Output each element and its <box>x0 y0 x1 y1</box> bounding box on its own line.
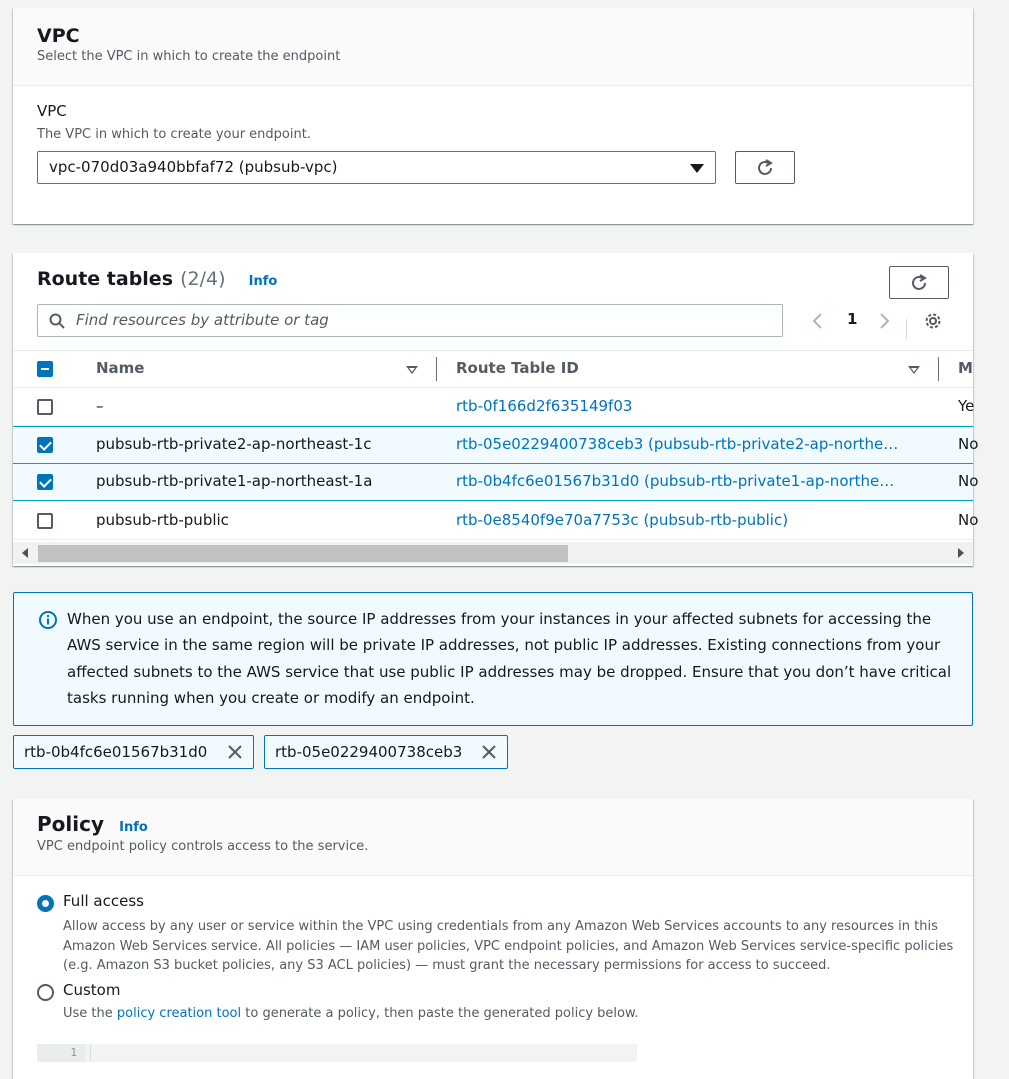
close-icon[interactable] <box>227 744 243 760</box>
row-route-table-id-link[interactable]: rtb-0e8540f9e70a7753c (pubsub-rtb-public) <box>456 511 789 529</box>
search-icon <box>49 313 65 329</box>
policy-panel-header <box>13 799 973 876</box>
vpc-select-value: vpc-070d03a940bbfaf72 (pubsub-vpc) <box>49 158 338 176</box>
sort-caret-icon[interactable] <box>406 366 418 374</box>
policy-info-link[interactable]: Info <box>119 820 148 835</box>
search-placeholder: Find resources by attribute or tag <box>76 311 329 329</box>
token-label: rtb-0b4fc6e01567b31d0 <box>24 743 208 761</box>
route-table-token <box>13 735 254 769</box>
select-all-checkbox[interactable] <box>37 361 53 377</box>
row-checkbox[interactable] <box>37 474 53 490</box>
route-tables-search-input[interactable] <box>37 304 783 337</box>
route-tables-header <box>37 267 277 291</box>
vpc-panel <box>13 8 973 224</box>
custom-desc-suffix: to generate a policy, then paste the generated policy below. <box>241 1006 639 1021</box>
caret-down-icon <box>690 164 704 173</box>
row-name: pubsub-rtb-public <box>96 511 229 529</box>
vpc-description: Select the VPC in which to create the endpoint <box>37 49 341 64</box>
row-route-table-id-link[interactable]: rtb-0b4fc6e01567b31d0 (pubsub-rtb-private1-ap-northe… <box>456 472 895 490</box>
policy-creation-tool-link[interactable]: policy creation tool <box>116 1006 242 1021</box>
info-alert-text: When you use an endpoint, the source IP addresses from your instances in your affected subnets for accessing the AWS service in the same region will be private IP addresses, not public IP addresses. Existing connections from your affected subnets to the AWS service that use public IP addresses may be dropped. Ensure that you don’t have critical tasks running when you create or modify an endpoint. <box>67 610 952 708</box>
custom-radio[interactable] <box>37 984 54 1001</box>
policy-editor[interactable] <box>37 1044 637 1062</box>
route-tables-info-link[interactable]: Info <box>248 274 278 289</box>
info-alert <box>13 592 973 726</box>
info-icon <box>38 610 58 630</box>
row-route-table-id-link[interactable]: rtb-05e0229400738ceb3 (pubsub-rtb-private2-ap-northe… <box>456 435 899 453</box>
row-name: – <box>96 397 104 415</box>
scrollbar-thumb[interactable] <box>38 545 568 562</box>
custom-description <box>63 1004 963 1024</box>
row-main: Ye <box>958 397 975 415</box>
route-tables-panel <box>13 253 979 566</box>
row-route-table-id-link[interactable]: rtb-0f166d2f635149f03 <box>456 397 633 415</box>
close-icon[interactable] <box>481 744 497 760</box>
row-name: pubsub-rtb-private2-ap-northeast-1c <box>96 435 372 453</box>
editor-line-number: 1 <box>37 1044 85 1062</box>
chevron-right-icon[interactable] <box>877 312 891 330</box>
table-row[interactable] <box>13 426 979 464</box>
route-tables-title: Route tables <box>37 268 174 290</box>
row-checkbox[interactable] <box>37 399 53 415</box>
page-number[interactable]: 1 <box>847 310 858 328</box>
column-header-name[interactable]: Name <box>96 359 145 377</box>
row-name: pubsub-rtb-private1-ap-northeast-1a <box>96 472 373 490</box>
vpc-refresh-button[interactable] <box>735 151 795 184</box>
policy-panel <box>13 799 973 1079</box>
vpc-field-label: VPC <box>37 102 67 120</box>
row-main: No <box>958 435 979 453</box>
horizontal-scrollbar[interactable] <box>13 542 973 564</box>
token-label: rtb-05e0229400738ceb3 <box>275 743 463 761</box>
vpc-select[interactable] <box>37 151 716 184</box>
scroll-left-arrow-icon[interactable] <box>22 548 28 558</box>
scroll-right-arrow-icon[interactable] <box>958 548 964 558</box>
column-resizer[interactable] <box>436 357 437 381</box>
custom-desc-prefix: Use the <box>63 1006 117 1021</box>
column-resizer[interactable] <box>938 357 939 381</box>
vpc-title: VPC <box>37 25 80 47</box>
full-access-description: Allow access by any user or service within the VPC using credentials from any Amazon Web Services accounts to any resources in this Amazon Web Services service. All policies — IAM user policies, VPC endpoint policies, and Amazon Web Services service-specific policies (e.g. Amazon S3 bucket policies, any S3 ACL policies) — must grant the necessary permissions for access to succeed. <box>63 919 954 973</box>
policy-title: Policy <box>37 812 105 836</box>
column-header-main[interactable]: M <box>958 359 973 377</box>
route-tables-count: (2/4) <box>180 268 226 290</box>
pager-divider <box>906 319 907 339</box>
vpc-field-description: The VPC in which to create your endpoint. <box>37 127 311 142</box>
full-access-radio[interactable] <box>37 895 54 912</box>
table-row[interactable] <box>13 502 979 540</box>
vpc-panel-header <box>13 8 973 86</box>
gear-icon[interactable] <box>923 311 943 331</box>
row-checkbox[interactable] <box>37 437 53 453</box>
row-main: No <box>958 472 979 490</box>
refresh-icon <box>909 273 929 293</box>
sort-caret-icon[interactable] <box>908 366 920 374</box>
table-header <box>13 350 973 388</box>
policy-description: VPC endpoint policy controls access to the service. <box>37 839 369 854</box>
route-tables-refresh-button[interactable] <box>889 266 949 299</box>
route-table-token <box>264 735 508 769</box>
full-access-label[interactable]: Full access <box>63 892 144 910</box>
row-main: No <box>958 511 979 529</box>
vpc-field <box>37 101 311 144</box>
column-header-route-table-id[interactable]: Route Table ID <box>456 359 579 377</box>
refresh-icon <box>755 158 775 178</box>
editor-cursor <box>90 1045 91 1061</box>
chevron-left-icon[interactable] <box>811 312 825 330</box>
custom-label[interactable]: Custom <box>63 981 121 999</box>
row-checkbox[interactable] <box>37 513 53 529</box>
table-row[interactable] <box>13 463 979 501</box>
table-row[interactable] <box>13 388 973 426</box>
